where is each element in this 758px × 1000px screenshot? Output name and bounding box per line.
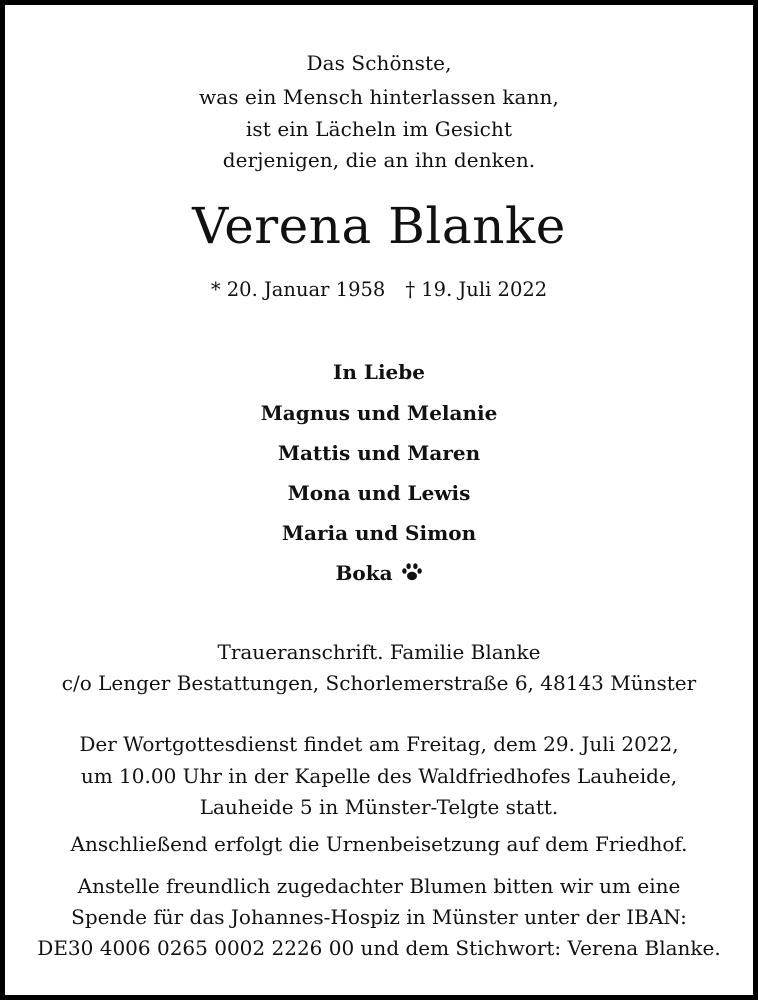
mourner-pet [5,561,753,587]
address-line: Traueranschrift. Familie Blanke [217,640,541,664]
service-line: Lauheide 5 in Münster-Telgte statt. [199,795,559,819]
poem-line: Das Schönste, [306,51,452,75]
life-dates [5,278,753,301]
address-line: c/o Lenger Bestattungen, Schorlemerstraße 6, 48143 Münster [61,671,697,695]
birth-date: * 20. Januar 1958 [210,278,386,301]
donation-line: Spende für das Johannes-Hospiz in Münster unter der IBAN: [71,905,687,929]
mourner-name: Mattis und Maren [277,441,481,465]
mourners-heading: In Liebe [333,360,425,384]
mourner-name: Maria und Simon [281,521,477,545]
deceased-name: Verena Blanke [192,197,566,255]
donation-line: Anstelle freundlich zugedachter Blumen bitten wir um eine [77,874,681,898]
paw-icon [401,562,423,587]
donation-line: DE30 4006 0265 0002 2226 00 und dem Stichwort: Verena Blanke. [37,936,721,960]
poem-line: ist ein Lächeln im Gesicht [245,117,513,141]
poem-line: derjenigen, die an ihn denken. [222,148,536,172]
burial-text: Anschließend erfolgt die Urnenbeisetzung auf dem Friedhof. [70,832,688,856]
mourner-name: Mona und Lewis [287,481,471,505]
mourner-name: Boka [335,561,393,585]
service-line: um 10.00 Uhr in der Kapelle des Waldfriedhofes Lauheide, [80,764,678,788]
poem-line: was ein Mensch hinterlassen kann, [198,85,559,109]
death-date: † 19. Juli 2022 [405,278,548,301]
service-line: Der Wortgottesdienst findet am Freitag, dem 29. Juli 2022, [79,732,679,756]
mourner-name: Magnus und Melanie [260,401,498,425]
